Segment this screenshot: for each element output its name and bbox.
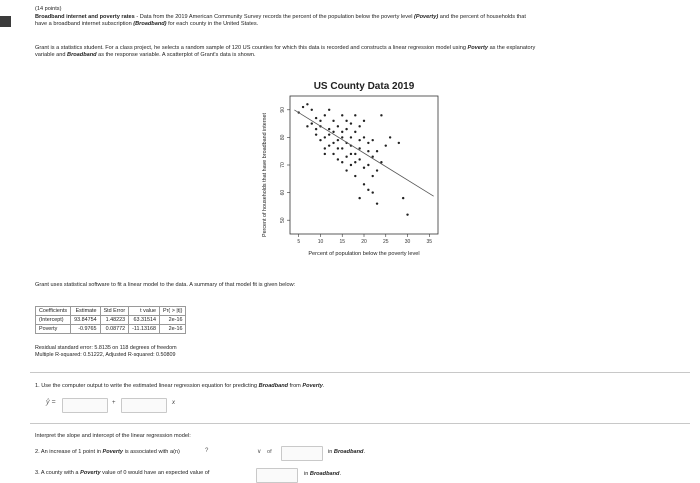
data-point: [324, 136, 326, 138]
in-broadband-label: in Broadband.: [328, 449, 366, 455]
points-label: (14 points): [35, 6, 62, 12]
data-point: [367, 189, 369, 191]
data-point: [332, 153, 334, 155]
residual-error-text: Residual standard error: 5.8135 on 118 degrees of freedom: [35, 345, 177, 351]
table-header-cell: Estimate: [71, 307, 100, 316]
y-axis-label: Percent of households that have broadband internet: [262, 112, 268, 238]
data-point: [319, 120, 321, 122]
question-1: 1. Use the computer output to write the estimated linear regression equation for predicting Broadband from Poverty.: [35, 383, 325, 389]
data-point: [358, 158, 360, 160]
data-point: [337, 147, 339, 149]
data-point: [354, 153, 356, 155]
yhat-label: ŷ =: [46, 399, 56, 406]
table-row: [36, 325, 186, 334]
data-point: [363, 120, 365, 122]
x-tick-label: 35: [426, 239, 433, 245]
data-point: [398, 142, 400, 144]
scatterplot: [258, 76, 442, 266]
data-point: [328, 109, 330, 111]
of-label: of: [267, 449, 272, 455]
problem-title: Broadband internet and poverty rates: [35, 14, 135, 20]
data-point: [337, 139, 339, 141]
change-amount-input[interactable]: [281, 446, 323, 461]
data-point: [328, 128, 330, 130]
table-cell: -11.13168: [129, 325, 160, 334]
data-point: [406, 213, 408, 215]
data-point: [341, 136, 343, 138]
in-broadband-label-2: in Broadband.: [304, 471, 342, 477]
data-point: [372, 139, 374, 141]
data-point: [363, 167, 365, 169]
table-cell: 63.31514: [129, 316, 160, 325]
divider: [30, 372, 690, 373]
table-cell: (Intercept): [36, 316, 71, 325]
data-point: [376, 169, 378, 171]
data-point: [345, 156, 347, 158]
data-point: [332, 120, 334, 122]
data-point: [315, 128, 317, 130]
data-point: [350, 136, 352, 138]
problem-heading: Broadband internet and poverty rates - Data from the 2019 American Community Survey records the percent of the population below the poverty level (Poverty) and the percent of households that have a broadband internet subscription (Broadband) for each county in the United States.: [35, 14, 526, 27]
data-point: [354, 131, 356, 133]
data-point: [306, 103, 308, 105]
data-point: [341, 131, 343, 133]
x-tick-label: 10: [317, 239, 324, 245]
data-point: [328, 144, 330, 146]
data-point: [324, 114, 326, 116]
direction-select[interactable]: ?: [205, 448, 209, 454]
residual-summary: [35, 345, 177, 359]
data-point: [354, 175, 356, 177]
table-header-row: [36, 307, 186, 316]
x-tick-label: 20: [361, 239, 367, 245]
data-point: [354, 161, 356, 163]
data-point: [315, 133, 317, 135]
data-point: [367, 142, 369, 144]
data-point: [358, 125, 360, 127]
data-point: [367, 164, 369, 166]
x-tick-label: 5: [297, 239, 301, 245]
data-point: [324, 153, 326, 155]
intercept-input[interactable]: [62, 398, 108, 413]
x-tick-label: 15: [339, 239, 346, 245]
x-tick-label: 30: [404, 239, 411, 245]
plot-frame: [290, 96, 438, 234]
data-point: [350, 153, 352, 155]
summary-intro: Grant uses statistical software to fit a linear model to the data. A summary of that model fit is given below:: [35, 282, 296, 288]
expected-value-input[interactable]: [256, 468, 298, 483]
table-header-cell: t value: [129, 307, 160, 316]
data-point: [376, 202, 378, 204]
data-point: [345, 128, 347, 130]
x-tick-label: 25: [382, 239, 389, 245]
table-cell: 0.08772: [100, 325, 129, 334]
problem-description: Grant is a statistics student. For a class project, he selects a random sample of 120 US counties for which this data is recorded and constructs a linear regression model using Poverty as the explanatory variable and Broadband as the response variable. A scatterplot of Grant's data is shown.: [35, 45, 536, 58]
data-point: [324, 147, 326, 149]
y-tick-label: 60: [280, 189, 286, 196]
data-point: [337, 125, 339, 127]
data-point: [372, 191, 374, 193]
data-point: [319, 139, 321, 141]
table-row: [36, 316, 186, 325]
data-point: [363, 136, 365, 138]
data-point: [332, 142, 334, 144]
x-variable: x: [172, 400, 175, 406]
data-point: [311, 109, 313, 111]
question-3: 3. A county with a Poverty value of 0 would have an expected value of: [35, 470, 210, 476]
question-2: 2. An increase of 1 point in Poverty is associated with a(n): [35, 449, 180, 455]
data-point: [376, 150, 378, 152]
data-point: [358, 139, 360, 141]
table-cell: 93.84754: [71, 316, 100, 325]
coefficients-table: [35, 306, 186, 334]
data-point: [311, 122, 313, 124]
data-point: [402, 197, 404, 199]
y-tick-label: 80: [280, 134, 286, 141]
data-point: [385, 144, 387, 146]
x-axis-label: Percent of population below the poverty level: [308, 251, 420, 257]
data-point: [332, 131, 334, 133]
data-point: [372, 175, 374, 177]
data-point: [328, 133, 330, 135]
data-point: [345, 169, 347, 171]
table-cell: 2e-16: [160, 316, 186, 325]
data-point: [367, 150, 369, 152]
data-point: [389, 136, 391, 138]
y-tick-label: 90: [280, 107, 286, 113]
table-header-cell: Pr( > |t|): [160, 307, 186, 316]
y-tick-label: 70: [280, 162, 286, 168]
table-cell: -0.9765: [71, 325, 100, 334]
data-point: [380, 114, 382, 116]
data-point: [315, 117, 317, 119]
data-point: [337, 158, 339, 160]
data-point: [358, 147, 360, 149]
data-point: [350, 164, 352, 166]
divider: [30, 423, 690, 424]
table-header-cell: Coefficients: [36, 307, 71, 316]
slope-input[interactable]: [121, 398, 167, 413]
data-point: [302, 106, 304, 108]
y-tick-label: 50: [280, 217, 286, 223]
data-point: [354, 114, 356, 116]
data-point: [358, 197, 360, 199]
data-point: [306, 125, 308, 127]
interpret-prompt: Interpret the slope and intercept of the linear regression model:: [35, 433, 191, 439]
table-cell: 2e-16: [160, 325, 186, 334]
data-point: [350, 122, 352, 124]
chevron-down-icon[interactable]: ∨: [257, 449, 262, 455]
data-point: [363, 183, 365, 185]
table-cell: Poverty: [36, 325, 71, 334]
table-cell: 1.48223: [100, 316, 129, 325]
data-point: [345, 120, 347, 122]
r-squared-text: Multiple R-squared: 0.51222, Adjusted R-squared: 0.50809: [35, 352, 176, 358]
data-point: [341, 161, 343, 163]
plus-sign: +: [112, 400, 116, 406]
table-header-cell: Std Error: [100, 307, 129, 316]
chart-title: US County Data 2019: [313, 81, 415, 92]
side-marker: [0, 16, 11, 27]
data-point: [341, 114, 343, 116]
data-point: [341, 147, 343, 149]
